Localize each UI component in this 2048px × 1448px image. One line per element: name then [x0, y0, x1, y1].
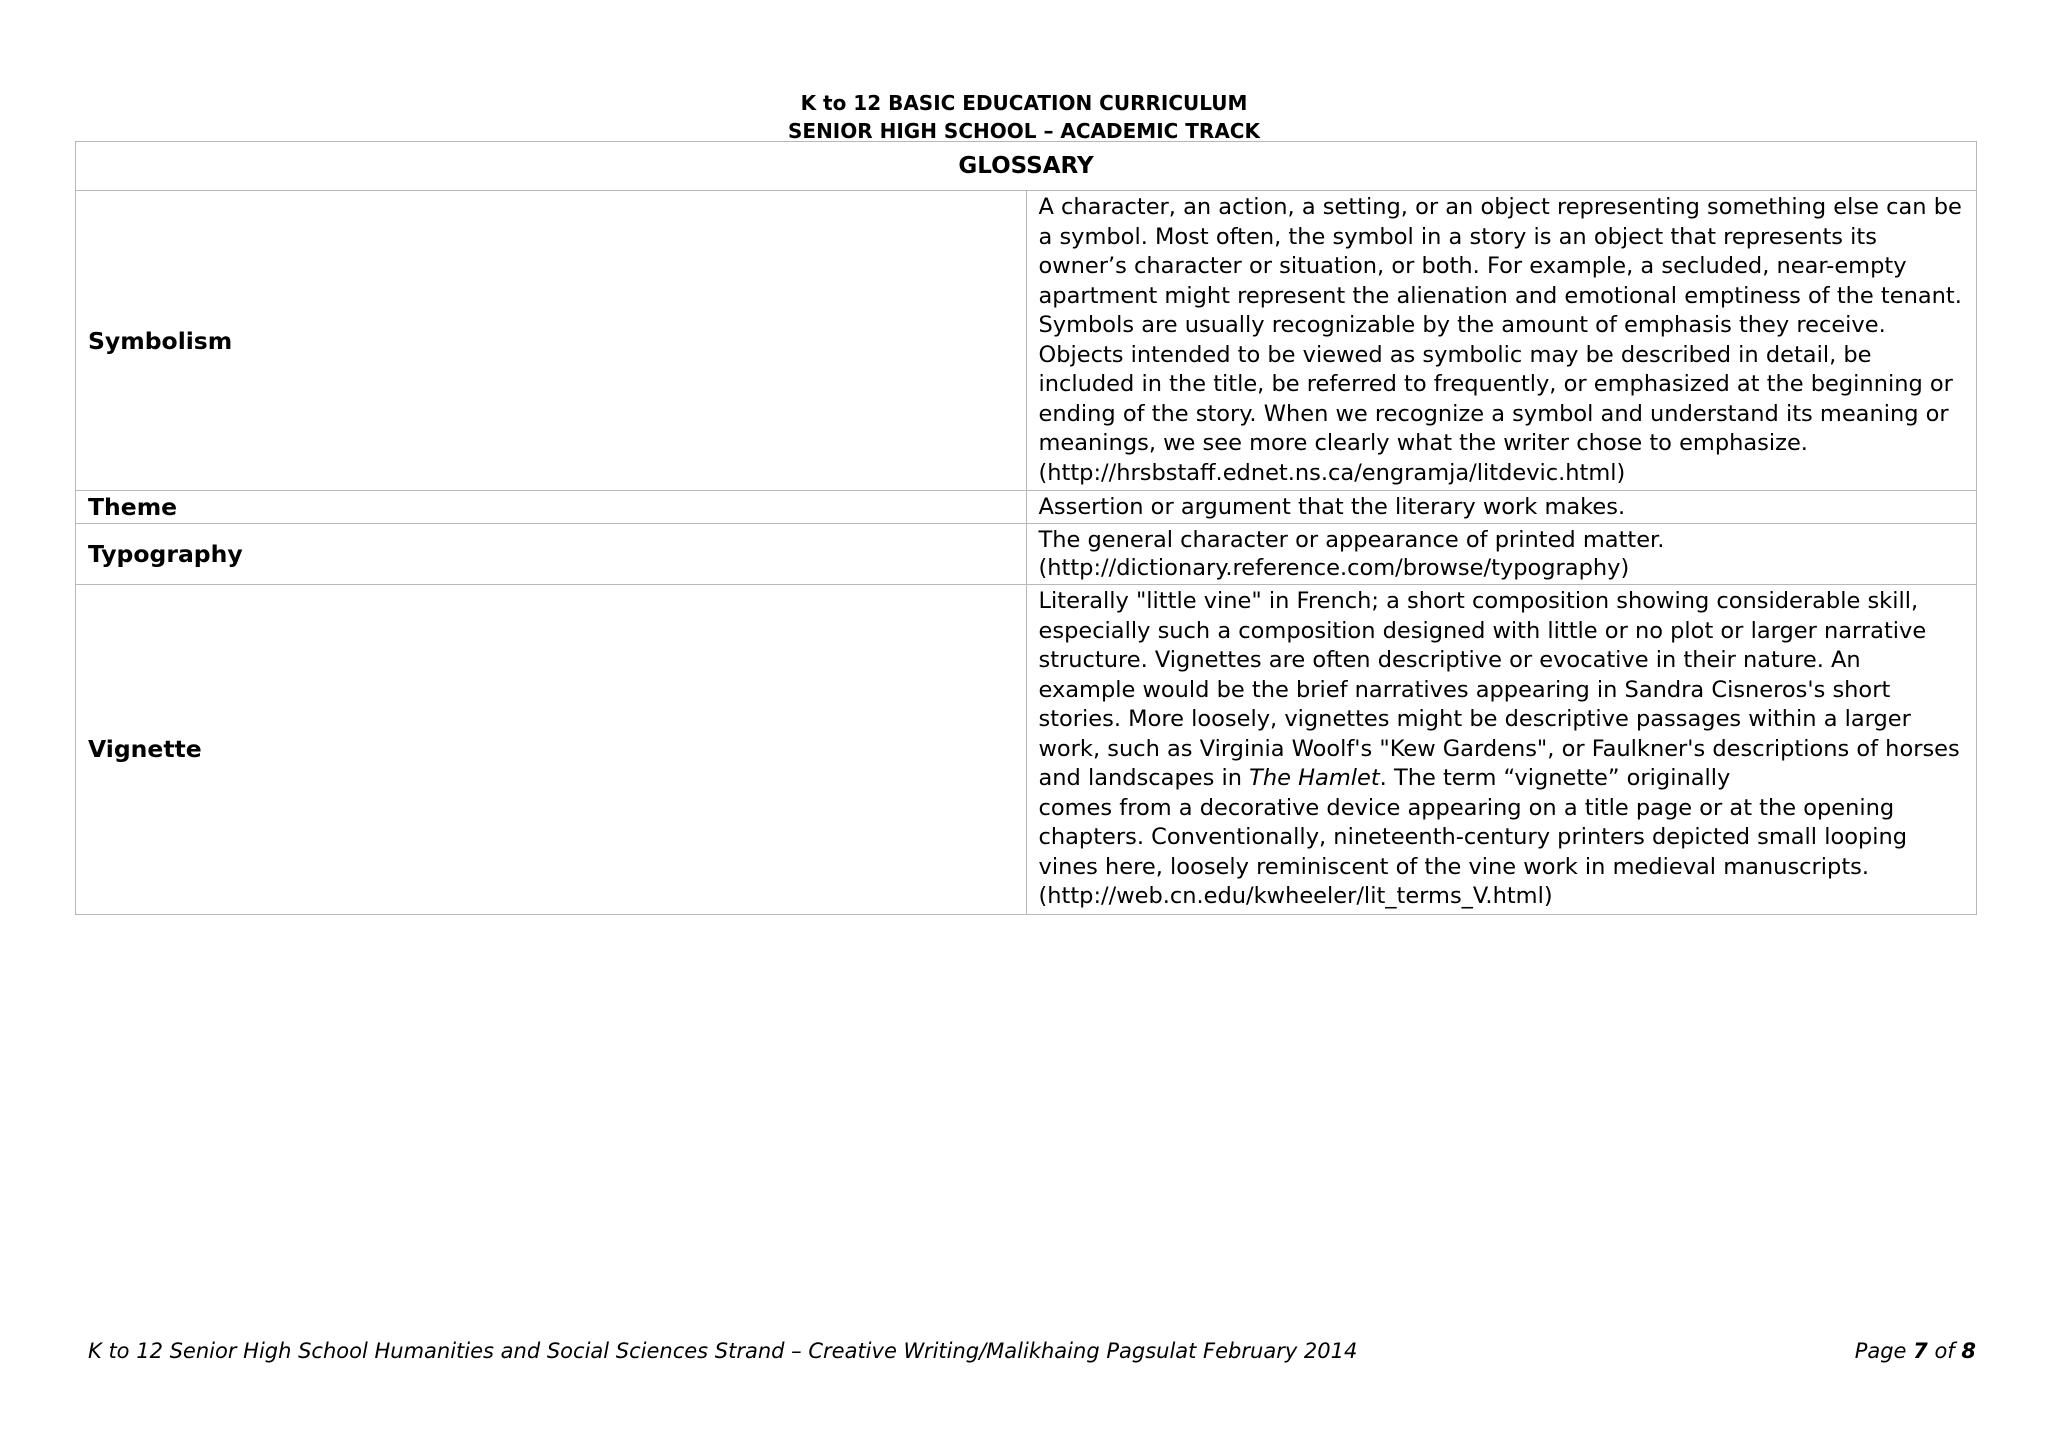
glossary-definition: Assertion or argument that the literary work makes. [1026, 491, 1977, 524]
table-row [76, 524, 1977, 585]
glossary-definition: The general character or appearance of printed matter. (http://dictionary.reference.com/browse/typography) [1026, 524, 1977, 585]
page-of-label: of [1927, 1339, 1962, 1363]
footer-page-number [1855, 1338, 1976, 1364]
glossary-term: Symbolism [76, 191, 1027, 491]
page-current: 7 [1913, 1339, 1928, 1363]
glossary-term: Vignette [76, 585, 1027, 915]
definition-text: Literally "little vine" in French; a short composition showing considerable skill, especially such a composition designed with little or no plot or larger narrative structure. Vignettes are often descriptive or evocative in their nature. An example would be the brief narratives appearing in Sandra Cisneros's short stories. More loosely, vignettes might be descriptive passages within a larger work, such as Virginia Woolf's "Kew Gardens", or Faulkner's descriptions of horses and landscapes in [1038, 588, 1960, 791]
page-label: Page [1854, 1339, 1914, 1363]
glossary-definition: A character, an action, a setting, or an object representing something else can be a symbol. Most often, the symbol in a story is an object that represents its owner’s character or situation, or both. For example, a secluded, near-empty apartment might represent the alienation and emotional emptiness of the tenant. Symbols are usually recognizable by the amount of emphasis they receive. Objects intended to be viewed as symbolic may be described in detail, be included in the title, be referred to frequently, or emphasized at the beginning or ending of the story. When we recognize a symbol and understand its meaning or meanings, we see more clearly what the writer chose to emphasize. (http://hrsbstaff.ednet.ns.ca/engramja/litdevic.html) [1026, 191, 1977, 491]
footer-document-title: K to 12 Senior High School Humanities and Social Sciences Strand – Creative Writing/Malikhaing Pagsulat February 2014 [88, 1339, 1358, 1363]
header-line-1: K to 12 BASIC EDUCATION CURRICULUM [800, 91, 1248, 115]
table-row [76, 585, 1977, 915]
document-header [0, 89, 2048, 145]
glossary-title-row [76, 142, 1977, 191]
table-row [76, 491, 1977, 524]
definition-text: comes from a decorative device appearing on a title page or at the opening chapters. Conventionally, nineteenth-century printers depicted small looping vines here, loosely reminiscent of the vine work in medieval manuscripts. [1038, 794, 1908, 880]
glossary-term: Typography [76, 524, 1027, 585]
definition-italic-title: The Hamlet [1249, 765, 1380, 791]
glossary-definition [1026, 585, 1977, 915]
definition-text: . The term “vignette” originally [1379, 765, 1731, 791]
page-total: 8 [1961, 1339, 1976, 1363]
glossary-table [75, 141, 1977, 915]
glossary-term: Theme [76, 491, 1027, 524]
glossary-title: GLOSSARY [76, 142, 1977, 191]
header-line-2: SENIOR HIGH SCHOOL – ACADEMIC TRACK [788, 119, 1260, 143]
definition-source: (http://web.cn.edu/kwheeler/lit_terms_V.html) [1038, 883, 1553, 909]
table-row [76, 191, 1977, 491]
